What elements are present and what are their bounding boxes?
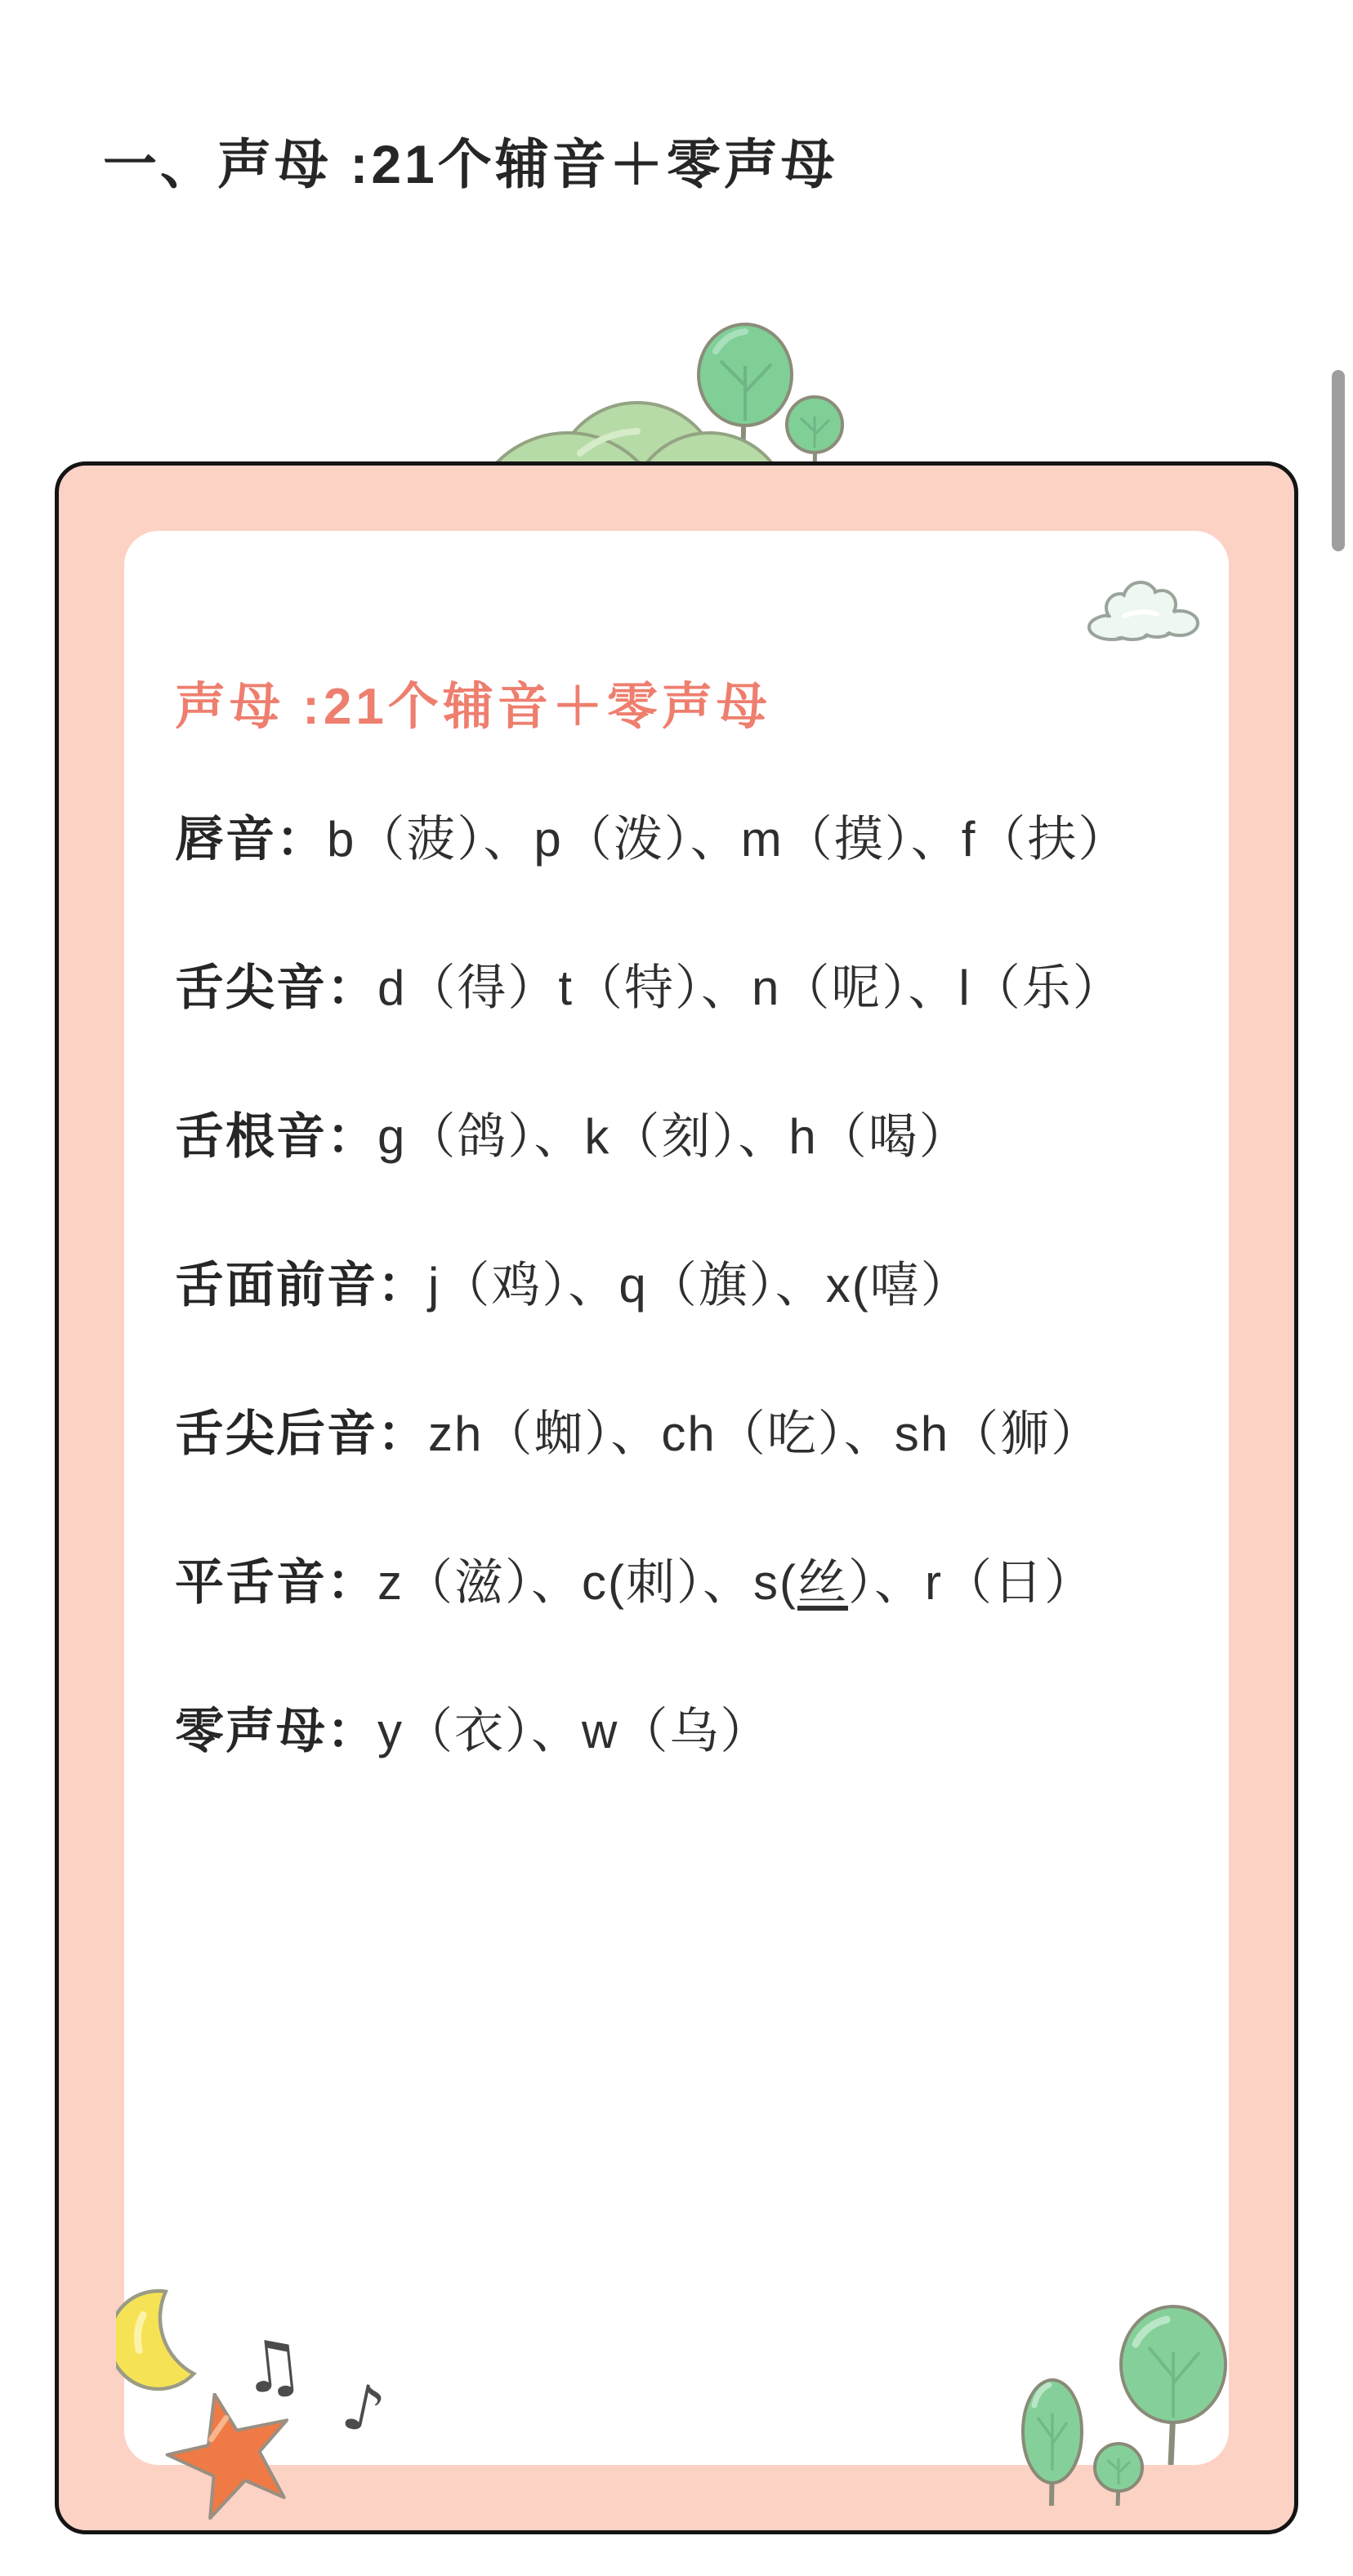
group-underlined-text: 丝: [797, 1555, 848, 1610]
phonetic-group-tongue-back: [175, 1388, 1188, 1480]
cloud-icon: [1075, 573, 1206, 647]
card-title: 声母 :21个辅音＋零声母: [175, 679, 771, 735]
group-text-after: ）、r（日）: [847, 1555, 1095, 1610]
card-inner-panel: [124, 531, 1229, 2465]
group-text: zh（蜘）、ch（吃）、sh（狮）: [428, 1406, 1102, 1461]
group-label: 舌尖音：: [175, 960, 377, 1015]
scrollbar-thumb[interactable]: [1332, 370, 1345, 551]
group-text: d（得）t（特）、n（呢）、l（乐）: [377, 960, 1123, 1015]
phonetic-group-lip: [175, 794, 1188, 885]
group-text: g（鸽）、k（刻）、h（喝）: [377, 1109, 970, 1164]
phonetic-group-zero-initial: [175, 1686, 1188, 1777]
music-note-icon: ♪: [336, 2369, 391, 2450]
card-content: [124, 531, 1229, 1834]
worksheet-card: [55, 461, 1298, 2534]
group-text: j（鸡）、q（旗）、x(嘻）: [428, 1258, 971, 1313]
phonetic-group-flat-tongue: [175, 1537, 1188, 1629]
group-text: z（滋）、c(刺）、s(: [377, 1555, 797, 1610]
top-trees-illustration: [490, 310, 866, 474]
phonetic-group-tongue-front: [175, 1240, 1188, 1331]
group-text: b（菠）、p（泼）、m（摸）、f（扶）: [327, 812, 1129, 867]
tree-icon: [1023, 2380, 1082, 2506]
bottom-trees-illustration: [1013, 2295, 1283, 2516]
music-notes-icon: ♫: [236, 2323, 309, 2411]
tree-icon: [1121, 2306, 1226, 2465]
group-text: y（衣）、w（乌）: [377, 1704, 771, 1758]
group-label: 平舌音：: [175, 1555, 377, 1610]
star-icon: [163, 2393, 302, 2524]
page-title: 一、声母 :21个辅音＋零声母: [103, 134, 838, 194]
phonetic-group-tongue-tip: [175, 943, 1188, 1034]
group-label: 舌根音：: [175, 1109, 377, 1164]
tree-icon: [1095, 2444, 1142, 2506]
group-label: 零声母：: [175, 1704, 377, 1758]
group-label: 唇音：: [175, 812, 327, 867]
phonetic-group-tongue-root: [175, 1091, 1188, 1183]
moon-icon: [116, 2287, 198, 2393]
group-label: 舌面前音：: [175, 1258, 428, 1313]
group-label: 舌尖后音：: [175, 1406, 428, 1461]
